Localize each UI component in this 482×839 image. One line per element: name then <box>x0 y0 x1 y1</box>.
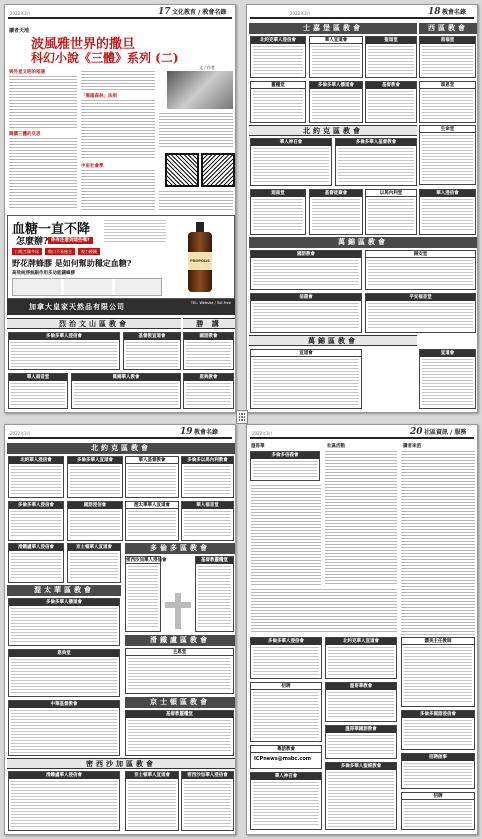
info-box[interactable]: 華人神召會 <box>250 772 322 830</box>
article-column-1a <box>9 76 77 128</box>
page-number: 18 <box>428 7 441 17</box>
church-listing[interactable]: 基督徒聚會 <box>309 189 363 235</box>
church-listing[interactable]: 恩典教會 <box>183 373 234 409</box>
headline-line-1: 波風雅世界的撒旦 <box>31 37 136 52</box>
church-listing[interactable]: 錫安堂 <box>365 250 476 290</box>
article-column-3b <box>159 191 233 211</box>
church-listing[interactable]: 多倫多華人浸信會 <box>8 501 64 541</box>
section-label: 社區資訊 / 服務 <box>424 429 467 436</box>
church-listing[interactable]: 華人浸信會 <box>419 189 476 235</box>
info-box[interactable]: 多倫多華人聖經教會 <box>325 762 397 830</box>
page-header <box>8 8 232 19</box>
section-label: 教會名錄 <box>194 429 219 436</box>
product-label: PROPOLIS <box>188 252 212 270</box>
article-column-2a <box>81 71 155 91</box>
company-address: TEL: Website / Toll Free <box>190 301 231 305</box>
section-band-waterloo: 滑鐵盧區教會 <box>125 635 235 646</box>
propolis-advertisement[interactable] <box>7 215 235 299</box>
ad-red-subtitle: 你有注意到這些嗎? <box>48 237 93 244</box>
church-listing[interactable]: 多倫多華人宣道會 <box>67 456 123 498</box>
church-listing[interactable]: 信義會 <box>250 293 362 333</box>
ad-tagline-2: 高效純淨無副作用多功能讓蜂膠 <box>12 271 75 276</box>
church-listing[interactable]: 密西沙加華人浸信會 <box>181 771 234 831</box>
section-band-markham: 萬錦區教會 <box>249 237 477 248</box>
church-listing[interactable]: 華人福音堂 <box>181 501 234 541</box>
ad-body-text <box>104 220 166 242</box>
page-18[interactable] <box>246 4 478 413</box>
church-listing[interactable]: 滑鐵盧華人浸信會 <box>8 771 120 831</box>
article-column-3a <box>159 113 233 149</box>
church-listing[interactable]: 宣道會 <box>250 349 362 409</box>
church-listing[interactable]: 聖道堂 <box>365 36 417 78</box>
church-listing[interactable]: 平安福音堂 <box>365 293 476 333</box>
church-listing[interactable]: 華人基督教會 <box>125 456 179 498</box>
ad-bullet-3: 視力模糊 <box>78 248 100 255</box>
info-box[interactable]: 招聘 <box>250 682 322 742</box>
church-listing[interactable]: 迦南堂 <box>250 189 306 235</box>
article-column-2 <box>325 451 397 585</box>
church-listing[interactable]: 多倫多華人播道會 <box>309 81 363 123</box>
section-band-markham-2: 萬錦區教會 <box>249 335 417 346</box>
info-box[interactable]: 多倫多國語浸信會 <box>401 710 475 750</box>
section-band-richmond-hill: 烈治文山區教會 <box>7 318 181 329</box>
page-number: 17 <box>158 7 171 17</box>
section-band-north-york: 北約克區教會 <box>249 125 417 136</box>
header-date: 2022年3月 <box>10 431 31 436</box>
header-date: 2022年3月 <box>10 11 31 16</box>
column-head-2: 社區活動 <box>327 444 345 449</box>
section-label: 文化教育 / 教會名錄 <box>172 9 227 16</box>
subhead-2: 「黑暗森林」法則 <box>81 94 117 99</box>
section-band-toronto: 多倫多區教會 <box>125 543 235 554</box>
ad-question: 怎麼辦? <box>16 237 49 247</box>
grid-icon[interactable] <box>236 410 248 424</box>
article-column-4 <box>251 589 397 633</box>
section-band-mississauga: 密西沙加區教會 <box>7 758 235 769</box>
church-listing[interactable]: 多倫多華人播道會 <box>8 598 120 646</box>
info-box[interactable]: 讚美主任教師 <box>401 637 475 707</box>
ad-bullet-2: 傷口不易癒合 <box>45 248 75 255</box>
company-name: 加拿大皇家天然品有限公司 <box>29 303 125 311</box>
ad-feature-boxes <box>12 278 162 296</box>
ad-bullet-row <box>12 248 100 255</box>
cross-icon <box>165 593 191 629</box>
section-band-north-york: 北約克區教會 <box>7 443 235 454</box>
article-column-2c <box>81 170 155 210</box>
propolis-bottle-image <box>174 222 232 296</box>
column-head-1: 溫哥華 <box>251 444 265 449</box>
header-date: 2022年3月 <box>252 431 273 436</box>
church-listing[interactable]: 基督教靈糧堂 <box>125 710 234 756</box>
info-box[interactable]: 多倫多信義會 <box>250 451 320 481</box>
church-listing[interactable]: 靈糧堂 <box>250 81 306 123</box>
church-listing[interactable]: 主恩堂 <box>125 648 234 694</box>
church-listing[interactable]: 京士頓華人宣道會 <box>67 543 121 583</box>
info-box[interactable]: 招聘 <box>401 792 475 830</box>
subhead-4: 閱讀三體的反思 <box>9 132 41 137</box>
page-header <box>250 8 474 19</box>
company-banner[interactable] <box>7 299 235 315</box>
article-photo-1 <box>167 71 233 109</box>
info-box[interactable]: 多倫多華人浸信會 <box>250 637 322 679</box>
ad-headline: 血糖一直不降 <box>12 222 91 237</box>
info-box[interactable]: 溫哥華教會 <box>325 682 397 722</box>
section-band-kingston: 京士頓區教會 <box>125 697 235 708</box>
column-head-3: 讀者來函 <box>403 444 421 449</box>
page-header <box>8 428 232 439</box>
church-listing[interactable]: 中華基督教會 <box>8 700 120 756</box>
church-listing[interactable]: 多倫多以馬內利教會 <box>181 456 234 498</box>
church-listing[interactable]: 渥太華華人宣道會 <box>125 501 179 541</box>
page-number: 19 <box>180 427 193 437</box>
church-listing[interactable]: 恩福堂 <box>419 36 476 78</box>
headline-line-2: 科幻小說《三體》系列 (二) <box>31 51 179 65</box>
page-header <box>250 428 474 439</box>
church-listing[interactable]: 基督教宣道會 <box>123 332 181 370</box>
kicker: 讀者天地 <box>9 28 30 34</box>
section-band-scarborough: 士嘉堡區教會 <box>249 23 417 34</box>
church-listing[interactable]: 京士頓華人宣道會 <box>125 771 179 831</box>
page-number: 20 <box>410 427 423 437</box>
church-listing[interactable]: 頌恩堂 <box>419 81 476 123</box>
qr-code-2 <box>201 153 235 187</box>
section-band-ottawa: 渥太華區教會 <box>7 585 121 596</box>
article-column-3 <box>401 451 475 635</box>
church-listing[interactable]: 多倫多華人基督教會 <box>335 138 417 186</box>
church-listing[interactable]: 北約華人浸信會 <box>8 456 64 498</box>
qr-code-1 <box>165 153 199 187</box>
church-listing[interactable]: 宣道會 <box>419 349 476 409</box>
church-listing[interactable]: 國語教會 <box>250 250 362 290</box>
section-label: 教會名錄 <box>442 9 467 16</box>
page-19[interactable] <box>4 424 236 835</box>
church-listing[interactable]: 多倫多華人浸信會 <box>8 332 120 370</box>
subhead-1: 與外星文明的相遇 <box>9 70 45 75</box>
info-box[interactable]: 招聘啟事 <box>401 753 475 789</box>
info-box[interactable]: 粵語教會 ICPnews@msbc.com <box>250 745 322 769</box>
church-listing[interactable]: 國語教會 <box>183 332 234 370</box>
page-17[interactable] <box>4 4 236 413</box>
church-listing[interactable]: 恩典堂 <box>8 649 120 697</box>
article-column-1 <box>251 485 321 585</box>
church-listing[interactable]: 以馬內利堂 <box>365 189 417 235</box>
church-listing[interactable]: 華人神召會 <box>250 138 332 186</box>
page-20[interactable] <box>246 424 478 835</box>
contact-email[interactable]: ICPnews@msbc.com <box>254 756 311 762</box>
header-date: 2022年3月 <box>290 11 311 16</box>
subhead-3: 宇宙社會學 <box>81 164 104 169</box>
ad-bullet-1: 口乾舌燥多尿 <box>12 248 42 255</box>
church-listing[interactable]: 基督教靈糧堂 <box>195 556 234 632</box>
church-listing[interactable]: 密西沙加華人浸信會 <box>125 556 161 632</box>
church-listing[interactable]: 華人福音堂 <box>8 373 68 409</box>
section-band-west: 西區教會 <box>419 23 477 34</box>
church-listing[interactable]: 萬錦華人教會 <box>71 373 181 409</box>
church-listing[interactable]: 北約克華人浸信會 <box>250 36 306 78</box>
church-listing[interactable]: 基督教會 <box>365 81 417 123</box>
article-column-1b <box>9 138 77 210</box>
info-box[interactable]: 溫哥華國語教會 <box>325 725 397 759</box>
byline: 文 / 作者 <box>199 65 215 70</box>
church-listing[interactable]: 滑鐵盧華人浸信會 <box>8 543 64 583</box>
church-listing[interactable]: 國語浸信會 <box>67 501 123 541</box>
article-column-2b <box>81 100 155 160</box>
section-band-right: 勝 講 <box>183 318 235 329</box>
church-listing[interactable]: 華人宣道會 <box>309 36 363 78</box>
info-box[interactable]: 北約克華人宣道會 <box>325 637 397 679</box>
ad-tagline: 野花牌蜂膠 是如何幫助穩定血糖? <box>12 258 132 268</box>
church-listing[interactable]: 生命堂 <box>419 125 476 185</box>
